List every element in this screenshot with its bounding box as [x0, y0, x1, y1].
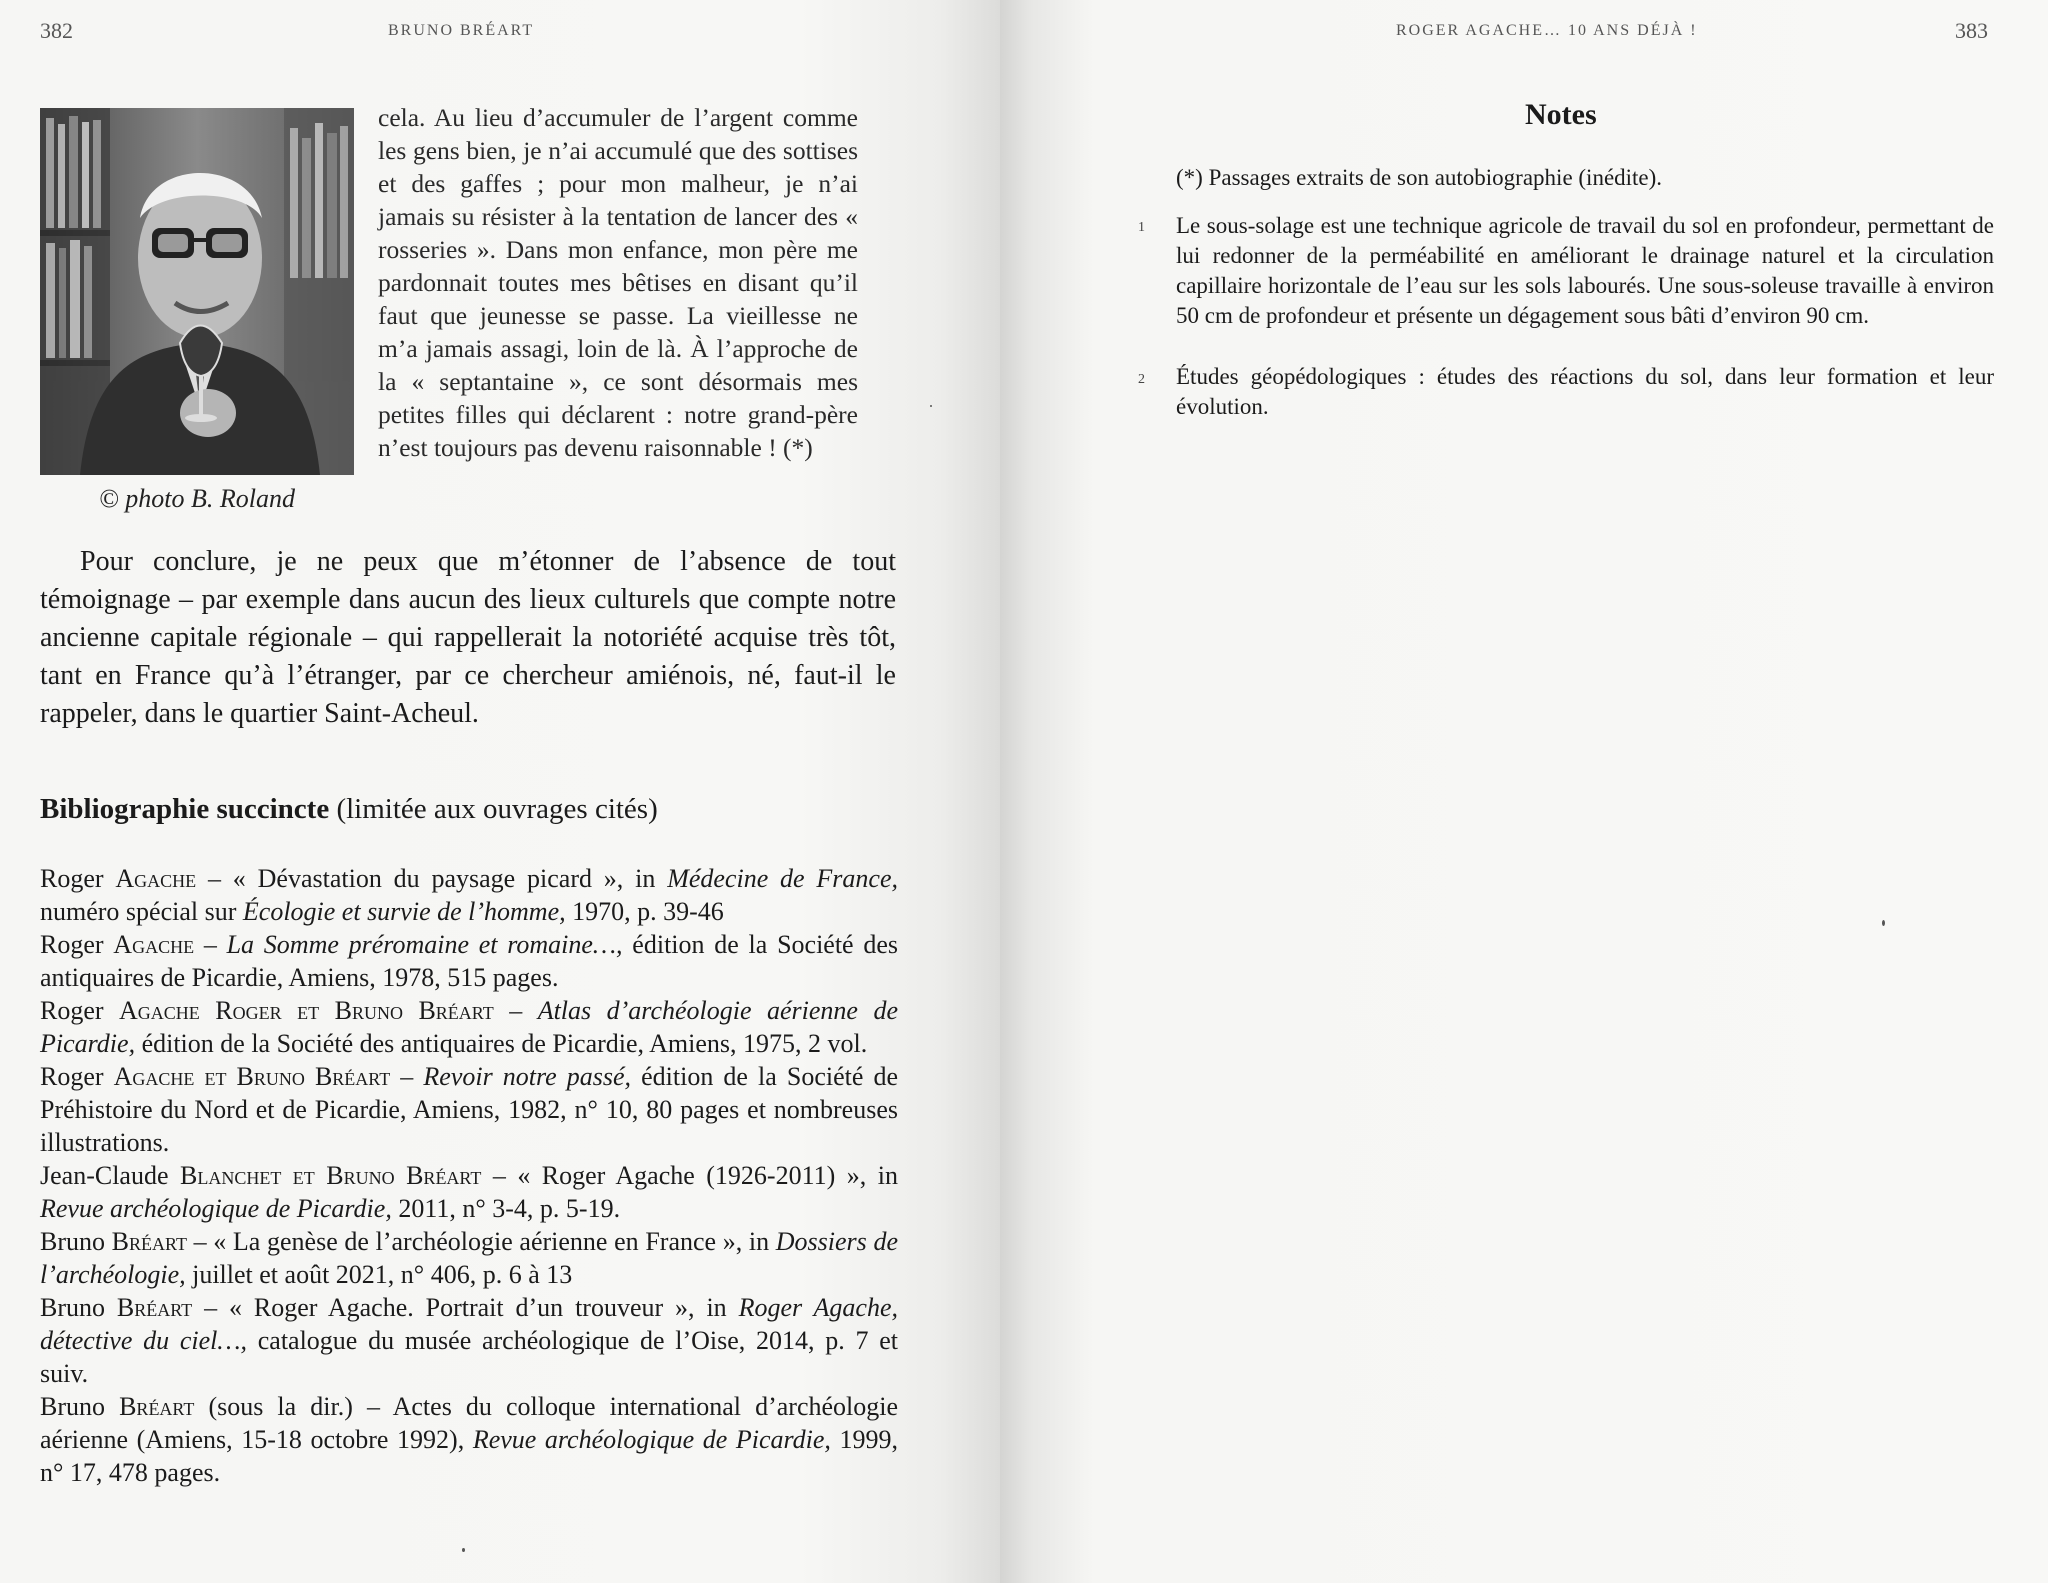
quote-paragraph: cela. Au lieu d’accumuler de l’argent comme les gens bien, je n’ai accumulé que des sottises et des gaffes ; pour mon malheur, je n’ai jamais su résister à la tentation de lancer des « rosseries ». Dans mon enfance, mon père me pardonnait toutes mes bêtises en disant qu’il faut que jeunesse se passe. La vieillesse ne m’a jamais assagi, loin de là. À l’approche de la « septantaine », ce sont désormais mes petites filles qui déclarent : notre grand-père n’est toujours pas devenu raisonnable ! (*) [378, 103, 858, 462]
bibliography-entry: Roger Agache et Bruno Bréart – Revoir notre passé, édition de la Société de Préhistoire du Nord et de Picardie, Amiens, 1982, n° 10, 80 pages et nombreuses illustrations. [40, 1062, 899, 1157]
note-text: Le sous-solage est une technique agricole de travail du sol en profondeur, permettant de lui redonner de la perméabilité en améliorant le drainage naturel et la circulation capillaire horizontale de l’eau sur les sols labourés. Une sous-soleuse travaille à environ 50 cm de profondeur et présente un dégagement sous bâti d’environ 90 cm. [1176, 213, 1994, 328]
bibliography-entry: Bruno Bréart (sous la dir.) – Actes du colloque international d’archéologie aérienne (Amiens, 15-18 octobre 1992), Revue archéologique de Picardie, 1999, n° 17, 478 pages. [40, 1392, 899, 1487]
page-number-right: 383 [1955, 18, 1988, 43]
bibliography-heading [40, 793, 940, 826]
bibliography-entry: Roger Agache – La Somme préromaine et romaine…, édition de la Société des antiquaires de Picardie, Amiens, 1978, 515 pages. [40, 930, 899, 992]
photo-caption: © photo B. Roland [99, 484, 295, 513]
scan-speck [930, 405, 932, 407]
page-number-left: 382 [40, 18, 73, 43]
conclusion-paragraph: Pour conclure, je ne peux que m’étonner de l’absence de tout témoignage – par exemple dans aucun des lieux culturels que compte notre ancienne capitale régionale – qui rappellerait la notoriété acquise très tôt, tant en France qu’à l’étranger, par ce chercheur amiénois, né, faut-il le rappeler, dans le quartier Saint-Acheul. [40, 546, 896, 729]
note-number: 2 [1138, 372, 1145, 387]
scan-speck [1882, 920, 1885, 926]
running-head-left: BRUNO BRÉART [388, 22, 535, 39]
bibliography-entry: Roger Agache – « Dévastation du paysage picard », in Médecine de France, numéro spécial sur Écologie et survie de l’homme, 1970, p. 39-46 [40, 864, 898, 926]
left-page [0, 0, 1000, 1583]
bibliography-entry: Bruno Bréart – « Roger Agache. Portrait d’un trouveur », in Roger Agache, détective du ciel…, catalogue du musée archéologique de l’Oise, 2014, p. 7 et suiv. [40, 1293, 899, 1388]
bibliography-list [40, 862, 898, 1489]
note-number: 1 [1138, 220, 1145, 235]
running-head-right: ROGER AGACHE… 10 ANS DÉJÀ ! [1396, 22, 1698, 39]
bibliography-heading-subtitle: (limitée aux ouvrages cités) [329, 793, 658, 825]
notes-title: Notes [1525, 98, 1597, 131]
bibliography-entry: Jean-Claude Blanchet et Bruno Bréart – « Roger Agache (1926-2011) », in Revue archéologique de Picardie, 2011, n° 3-4, p. 5-19. [40, 1161, 898, 1223]
notes-intro: (*) Passages extraits de son autobiographie (inédite). [1176, 165, 1663, 190]
bibliography-entry: Roger Agache Roger et Bruno Bréart – Atlas d’archéologie aérienne de Picardie, édition de la Société des antiquaires de Picardie, Amiens, 1975, 2 vol. [40, 996, 899, 1058]
scan-speck [462, 1548, 465, 1552]
bibliography-heading-title: Bibliographie succincte [40, 793, 330, 825]
bibliography-entry: Bruno Bréart – « La genèse de l’archéologie aérienne en France », in Dossiers de l’archéologie, juillet et août 2021, n° 406, p. 6 à 13 [40, 1227, 898, 1289]
author-photo [40, 108, 354, 475]
photo-image [40, 108, 354, 475]
note-text: Études géopédologiques : études des réactions du sol, dans leur formation et leur évolution. [1176, 364, 1994, 419]
